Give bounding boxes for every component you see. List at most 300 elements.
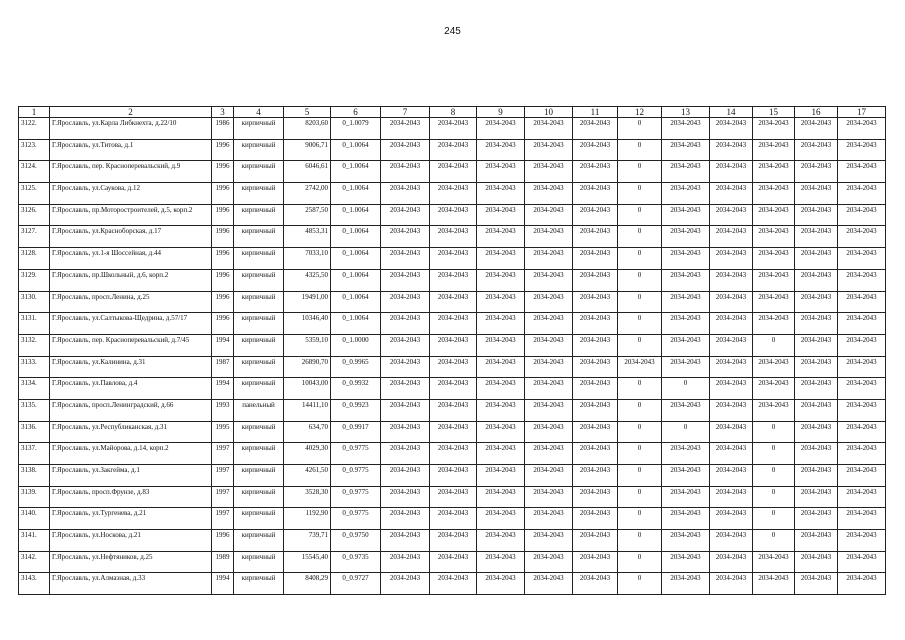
cell-period-col-13: 2034-2043	[662, 204, 710, 226]
cell-period-col-7: 2034-2043	[381, 248, 430, 270]
cell-period-col-15: 0	[753, 486, 795, 508]
cell-coefficient: 0_0.9727	[331, 573, 381, 595]
cell-period-col-15: 2034-2043	[753, 161, 795, 183]
cell-area: 9006,71	[284, 139, 331, 161]
cell-period-col-9: 2034-2043	[477, 551, 525, 573]
cell-area: 4325,50	[284, 269, 331, 291]
cell-period-col-15: 2034-2043	[753, 204, 795, 226]
cell-period-col-13: 2034-2043	[662, 291, 710, 313]
cell-area: 2587,50	[284, 204, 331, 226]
cell-period-col-14: 2034-2043	[710, 486, 753, 508]
cell-period-col-17: 2034-2043	[838, 313, 886, 335]
cell-period-col-14: 2034-2043	[710, 161, 753, 183]
cell-period-col-13: 2034-2043	[662, 118, 710, 140]
cell-period-col-17: 2034-2043	[838, 226, 886, 248]
cell-wall-material: кирпичный	[234, 334, 284, 356]
cell-period-col-7: 2034-2043	[381, 161, 430, 183]
table-row	[19, 118, 886, 140]
cell-year-built: 1997	[212, 465, 234, 487]
cell-period-col-11: 2034-2043	[573, 378, 618, 400]
cell-area: 5359,10	[284, 334, 331, 356]
cell-period-col-10: 2034-2043	[525, 313, 573, 335]
cell-period-col-12: 0	[618, 421, 662, 443]
cell-area: 19491,00	[284, 291, 331, 313]
cell-period-col-15: 2034-2043	[753, 118, 795, 140]
table-row	[19, 486, 886, 508]
cell-year-built: 1996	[212, 530, 234, 552]
cell-period-col-17: 2034-2043	[838, 183, 886, 205]
cell-period-col-8: 2034-2043	[430, 118, 477, 140]
cell-address: Г.Ярославль, ул.Носкова, д.21	[50, 530, 212, 552]
cell-period-col-13: 2034-2043	[662, 313, 710, 335]
cell-period-col-11: 2034-2043	[573, 183, 618, 205]
cell-period-col-10: 2034-2043	[525, 183, 573, 205]
cell-period-col-13: 2034-2043	[662, 508, 710, 530]
cell-period-col-9: 2034-2043	[477, 183, 525, 205]
cell-area: 3528,30	[284, 486, 331, 508]
cell-row-number: 3136.	[19, 421, 50, 443]
cell-period-col-10: 2034-2043	[525, 551, 573, 573]
cell-period-col-15: 2034-2043	[753, 269, 795, 291]
cell-period-col-7: 2034-2043	[381, 399, 430, 421]
cell-period-col-16: 2034-2043	[795, 183, 838, 205]
cell-period-col-8: 2034-2043	[430, 399, 477, 421]
cell-period-col-11: 2034-2043	[573, 313, 618, 335]
cell-period-col-10: 2034-2043	[525, 465, 573, 487]
cell-period-col-14: 2034-2043	[710, 139, 753, 161]
cell-period-col-7: 2034-2043	[381, 204, 430, 226]
cell-period-col-10: 2034-2043	[525, 269, 573, 291]
cell-period-col-10: 2034-2043	[525, 139, 573, 161]
cell-period-col-14: 2034-2043	[710, 573, 753, 595]
table-body	[19, 118, 886, 595]
housing-table	[18, 106, 886, 595]
cell-period-col-17: 2034-2043	[838, 356, 886, 378]
cell-period-col-7: 2034-2043	[381, 486, 430, 508]
cell-period-col-14: 2034-2043	[710, 443, 753, 465]
cell-coefficient: 0_0.9775	[331, 486, 381, 508]
cell-period-col-13: 2034-2043	[662, 356, 710, 378]
cell-period-col-12: 0	[618, 486, 662, 508]
table-row	[19, 269, 886, 291]
cell-coefficient: 0_1.0064	[331, 269, 381, 291]
cell-period-col-16: 2034-2043	[795, 248, 838, 270]
cell-period-col-9: 2034-2043	[477, 530, 525, 552]
cell-period-col-17: 2034-2043	[838, 573, 886, 595]
cell-period-col-9: 2034-2043	[477, 248, 525, 270]
cell-period-col-16: 2034-2043	[795, 118, 838, 140]
cell-period-col-11: 2034-2043	[573, 291, 618, 313]
cell-period-col-8: 2034-2043	[430, 378, 477, 400]
cell-area: 4853,31	[284, 226, 331, 248]
cell-period-col-9: 2034-2043	[477, 118, 525, 140]
cell-year-built: 1995	[212, 421, 234, 443]
cell-year-built: 1996	[212, 313, 234, 335]
cell-year-built: 1997	[212, 443, 234, 465]
cell-period-col-8: 2034-2043	[430, 508, 477, 530]
cell-period-col-16: 2034-2043	[795, 486, 838, 508]
table-row	[19, 204, 886, 226]
table-row	[19, 443, 886, 465]
cell-period-col-17: 2034-2043	[838, 204, 886, 226]
cell-wall-material: кирпичный	[234, 465, 284, 487]
cell-row-number: 3133.	[19, 356, 50, 378]
cell-period-col-16: 2034-2043	[795, 551, 838, 573]
cell-year-built: 1996	[212, 204, 234, 226]
cell-coefficient: 0_0.9750	[331, 530, 381, 552]
cell-year-built: 1996	[212, 291, 234, 313]
cell-year-built: 1986	[212, 118, 234, 140]
cell-period-col-8: 2034-2043	[430, 226, 477, 248]
cell-row-number: 3135.	[19, 399, 50, 421]
cell-coefficient: 0_1.0064	[331, 139, 381, 161]
cell-period-col-11: 2034-2043	[573, 573, 618, 595]
column-header-15: 15	[753, 107, 795, 118]
cell-period-col-13: 2034-2043	[662, 269, 710, 291]
table-row	[19, 139, 886, 161]
cell-coefficient: 0_1.0064	[331, 313, 381, 335]
cell-period-col-12: 0	[618, 248, 662, 270]
cell-period-col-9: 2034-2043	[477, 334, 525, 356]
cell-period-col-7: 2034-2043	[381, 573, 430, 595]
cell-period-col-8: 2034-2043	[430, 334, 477, 356]
cell-period-col-11: 2034-2043	[573, 248, 618, 270]
cell-wall-material: кирпичный	[234, 551, 284, 573]
cell-wall-material: кирпичный	[234, 269, 284, 291]
cell-period-col-9: 2034-2043	[477, 313, 525, 335]
cell-period-col-15: 0	[753, 421, 795, 443]
cell-year-built: 1994	[212, 573, 234, 595]
cell-period-col-13: 0	[662, 378, 710, 400]
cell-period-col-17: 2034-2043	[838, 530, 886, 552]
column-header-1: 1	[19, 107, 50, 118]
cell-period-col-11: 2034-2043	[573, 226, 618, 248]
cell-wall-material: кирпичный	[234, 378, 284, 400]
cell-address: Г.Ярославль, пр.Школьный, д.6, корп.2	[50, 269, 212, 291]
cell-coefficient: 0_1.0064	[331, 291, 381, 313]
cell-year-built: 1996	[212, 183, 234, 205]
page-number: 245	[444, 26, 461, 37]
cell-period-col-17: 2034-2043	[838, 465, 886, 487]
cell-year-built: 1997	[212, 486, 234, 508]
cell-period-col-15: 0	[753, 334, 795, 356]
cell-period-col-14: 2034-2043	[710, 248, 753, 270]
cell-row-number: 3124.	[19, 161, 50, 183]
cell-area: 10346,40	[284, 313, 331, 335]
cell-period-col-14: 2034-2043	[710, 508, 753, 530]
table-row	[19, 508, 886, 530]
column-header-2: 2	[50, 107, 212, 118]
cell-period-col-7: 2034-2043	[381, 334, 430, 356]
cell-area: 2742,00	[284, 183, 331, 205]
cell-period-col-8: 2034-2043	[430, 421, 477, 443]
cell-period-col-13: 2034-2043	[662, 486, 710, 508]
cell-period-col-9: 2034-2043	[477, 421, 525, 443]
column-header-3: 3	[212, 107, 234, 118]
cell-period-col-8: 2034-2043	[430, 248, 477, 270]
cell-period-col-8: 2034-2043	[430, 269, 477, 291]
cell-area: 7033,10	[284, 248, 331, 270]
cell-period-col-11: 2034-2043	[573, 356, 618, 378]
cell-period-col-12: 0	[618, 551, 662, 573]
cell-period-col-17: 2034-2043	[838, 334, 886, 356]
table-row	[19, 183, 886, 205]
cell-area: 8408,29	[284, 573, 331, 595]
cell-period-col-10: 2034-2043	[525, 226, 573, 248]
cell-period-col-12: 0	[618, 334, 662, 356]
cell-period-col-7: 2034-2043	[381, 313, 430, 335]
cell-period-col-14: 2034-2043	[710, 313, 753, 335]
cell-period-col-12: 0	[618, 573, 662, 595]
cell-period-col-16: 2034-2043	[795, 573, 838, 595]
cell-period-col-7: 2034-2043	[381, 356, 430, 378]
column-header-12: 12	[618, 107, 662, 118]
cell-period-col-11: 2034-2043	[573, 421, 618, 443]
cell-period-col-11: 2034-2043	[573, 486, 618, 508]
cell-period-col-8: 2034-2043	[430, 443, 477, 465]
cell-period-col-17: 2034-2043	[838, 508, 886, 530]
cell-period-col-14: 2034-2043	[710, 118, 753, 140]
cell-period-col-9: 2034-2043	[477, 573, 525, 595]
table-row	[19, 530, 886, 552]
cell-period-col-10: 2034-2043	[525, 378, 573, 400]
cell-area: 739,71	[284, 530, 331, 552]
cell-period-col-12: 0	[618, 139, 662, 161]
cell-row-number: 3130.	[19, 291, 50, 313]
cell-period-col-9: 2034-2043	[477, 378, 525, 400]
cell-address: Г.Ярославль, ул.Республиканская, д.31	[50, 421, 212, 443]
cell-area: 8203,60	[284, 118, 331, 140]
table-row	[19, 573, 886, 595]
cell-period-col-15: 2034-2043	[753, 356, 795, 378]
cell-period-col-16: 2034-2043	[795, 204, 838, 226]
cell-period-col-17: 2034-2043	[838, 486, 886, 508]
cell-row-number: 3143.	[19, 573, 50, 595]
table-row	[19, 334, 886, 356]
cell-period-col-14: 2034-2043	[710, 183, 753, 205]
cell-period-col-7: 2034-2043	[381, 443, 430, 465]
cell-period-col-7: 2034-2043	[381, 530, 430, 552]
cell-period-col-8: 2034-2043	[430, 291, 477, 313]
cell-period-col-16: 2034-2043	[795, 465, 838, 487]
cell-coefficient: 0_1.0079	[331, 118, 381, 140]
cell-period-col-16: 2034-2043	[795, 356, 838, 378]
cell-wall-material: кирпичный	[234, 421, 284, 443]
cell-period-col-9: 2034-2043	[477, 291, 525, 313]
cell-period-col-10: 2034-2043	[525, 118, 573, 140]
cell-period-col-9: 2034-2043	[477, 465, 525, 487]
cell-address: Г.Ярославль, ул.Салтыкова-Щедрина, д.57/17	[50, 313, 212, 335]
cell-row-number: 3123.	[19, 139, 50, 161]
cell-year-built: 1994	[212, 334, 234, 356]
cell-period-col-10: 2034-2043	[525, 508, 573, 530]
cell-coefficient: 0_1.0000	[331, 334, 381, 356]
cell-year-built: 1987	[212, 356, 234, 378]
cell-period-col-17: 2034-2043	[838, 378, 886, 400]
cell-period-col-17: 2034-2043	[838, 269, 886, 291]
cell-period-col-8: 2034-2043	[430, 204, 477, 226]
cell-period-col-10: 2034-2043	[525, 573, 573, 595]
cell-period-col-13: 2034-2043	[662, 399, 710, 421]
table-row	[19, 465, 886, 487]
column-header-10: 10	[525, 107, 573, 118]
table-row	[19, 356, 886, 378]
cell-year-built: 1989	[212, 551, 234, 573]
cell-row-number: 3140.	[19, 508, 50, 530]
cell-period-col-16: 2034-2043	[795, 443, 838, 465]
table-row	[19, 399, 886, 421]
cell-wall-material: кирпичный	[234, 226, 284, 248]
cell-wall-material: кирпичный	[234, 530, 284, 552]
cell-address: Г.Ярославль, ул.Алмазная, д.33	[50, 573, 212, 595]
cell-address: Г.Ярославль, ул.Красноборская, д.17	[50, 226, 212, 248]
cell-period-col-15: 0	[753, 443, 795, 465]
cell-period-col-12: 0	[618, 226, 662, 248]
cell-period-col-15: 2034-2043	[753, 573, 795, 595]
cell-period-col-15: 2034-2043	[753, 291, 795, 313]
cell-period-col-12: 0	[618, 443, 662, 465]
cell-period-col-8: 2034-2043	[430, 486, 477, 508]
cell-period-col-13: 2034-2043	[662, 443, 710, 465]
table-row	[19, 248, 886, 270]
cell-period-col-11: 2034-2043	[573, 399, 618, 421]
cell-period-col-7: 2034-2043	[381, 139, 430, 161]
cell-coefficient: 0_0.9917	[331, 421, 381, 443]
cell-address: Г.Ярославль, просп.Ленина, д.25	[50, 291, 212, 313]
cell-period-col-16: 2034-2043	[795, 291, 838, 313]
cell-year-built: 1996	[212, 226, 234, 248]
cell-row-number: 3131.	[19, 313, 50, 335]
cell-period-col-12: 2034-2043	[618, 356, 662, 378]
cell-address: Г.Ярославль, пр.Моторостроителей, д.5, корп.2	[50, 204, 212, 226]
cell-area: 4029,30	[284, 443, 331, 465]
cell-period-col-7: 2034-2043	[381, 551, 430, 573]
cell-period-col-15: 0	[753, 465, 795, 487]
cell-area: 634,70	[284, 421, 331, 443]
cell-period-col-13: 2034-2043	[662, 573, 710, 595]
cell-coefficient: 0_0.9932	[331, 378, 381, 400]
cell-area: 15545,40	[284, 551, 331, 573]
cell-period-col-10: 2034-2043	[525, 204, 573, 226]
cell-period-col-17: 2034-2043	[838, 139, 886, 161]
cell-row-number: 3137.	[19, 443, 50, 465]
cell-period-col-16: 2034-2043	[795, 421, 838, 443]
cell-period-col-15: 0	[753, 508, 795, 530]
cell-period-col-12: 0	[618, 291, 662, 313]
cell-year-built: 1996	[212, 139, 234, 161]
cell-period-col-10: 2034-2043	[525, 443, 573, 465]
cell-period-col-17: 2034-2043	[838, 248, 886, 270]
cell-period-col-13: 2034-2043	[662, 248, 710, 270]
cell-address: Г.Ярославль, ул.Нефтяников, д.25	[50, 551, 212, 573]
cell-period-col-10: 2034-2043	[525, 356, 573, 378]
cell-period-col-10: 2034-2043	[525, 399, 573, 421]
cell-period-col-10: 2034-2043	[525, 486, 573, 508]
cell-address: Г.Ярославль, пер. Красноперевальский, д.9	[50, 161, 212, 183]
cell-period-col-16: 2034-2043	[795, 378, 838, 400]
cell-period-col-13: 2034-2043	[662, 551, 710, 573]
cell-period-col-17: 2034-2043	[838, 443, 886, 465]
column-header-17: 17	[838, 107, 886, 118]
cell-period-col-15: 2034-2043	[753, 399, 795, 421]
cell-period-col-15: 0	[753, 530, 795, 552]
cell-period-col-12: 0	[618, 161, 662, 183]
cell-wall-material: кирпичный	[234, 313, 284, 335]
cell-wall-material: кирпичный	[234, 356, 284, 378]
column-header-5: 5	[284, 107, 331, 118]
cell-period-col-17: 2034-2043	[838, 551, 886, 573]
cell-period-col-14: 2034-2043	[710, 334, 753, 356]
cell-row-number: 3125.	[19, 183, 50, 205]
cell-coefficient: 0_1.0064	[331, 183, 381, 205]
cell-period-col-10: 2034-2043	[525, 161, 573, 183]
cell-year-built: 1994	[212, 378, 234, 400]
cell-area: 14411,10	[284, 399, 331, 421]
cell-period-col-10: 2034-2043	[525, 291, 573, 313]
cell-wall-material: кирпичный	[234, 443, 284, 465]
cell-period-col-14: 2034-2043	[710, 226, 753, 248]
cell-period-col-7: 2034-2043	[381, 378, 430, 400]
cell-period-col-13: 2034-2043	[662, 161, 710, 183]
cell-period-col-11: 2034-2043	[573, 443, 618, 465]
cell-coefficient: 0_0.9735	[331, 551, 381, 573]
cell-coefficient: 0_0.9775	[331, 465, 381, 487]
column-header-13: 13	[662, 107, 710, 118]
cell-row-number: 3127.	[19, 226, 50, 248]
cell-row-number: 3142.	[19, 551, 50, 573]
cell-area: 1192,90	[284, 508, 331, 530]
cell-wall-material: кирпичный	[234, 118, 284, 140]
cell-period-col-11: 2034-2043	[573, 118, 618, 140]
cell-row-number: 3129.	[19, 269, 50, 291]
cell-period-col-8: 2034-2043	[430, 139, 477, 161]
cell-address: Г.Ярославль, пер. Красноперевальский, д.7/45	[50, 334, 212, 356]
cell-period-col-11: 2034-2043	[573, 530, 618, 552]
cell-period-col-7: 2034-2043	[381, 421, 430, 443]
cell-period-col-12: 0	[618, 378, 662, 400]
cell-address: Г.Ярославль, ул.Титова, д.1	[50, 139, 212, 161]
table-row	[19, 421, 886, 443]
cell-row-number: 3134.	[19, 378, 50, 400]
cell-period-col-14: 2034-2043	[710, 530, 753, 552]
cell-period-col-8: 2034-2043	[430, 183, 477, 205]
cell-address: Г.Ярославль, ул.Саукова, д.12	[50, 183, 212, 205]
cell-wall-material: кирпичный	[234, 291, 284, 313]
cell-period-col-15: 2034-2043	[753, 139, 795, 161]
cell-coefficient: 0_0.9775	[331, 508, 381, 530]
cell-wall-material: кирпичный	[234, 248, 284, 270]
cell-period-col-16: 2034-2043	[795, 399, 838, 421]
cell-period-col-12: 0	[618, 269, 662, 291]
table-row	[19, 551, 886, 573]
cell-period-col-11: 2034-2043	[573, 204, 618, 226]
cell-period-col-14: 2034-2043	[710, 465, 753, 487]
column-header-8: 8	[430, 107, 477, 118]
cell-period-col-14: 2034-2043	[710, 378, 753, 400]
cell-period-col-9: 2034-2043	[477, 226, 525, 248]
cell-period-col-16: 2034-2043	[795, 313, 838, 335]
cell-period-col-14: 2034-2043	[710, 399, 753, 421]
cell-period-col-12: 0	[618, 313, 662, 335]
cell-wall-material: кирпичный	[234, 183, 284, 205]
cell-wall-material: кирпичный	[234, 573, 284, 595]
cell-period-col-7: 2034-2043	[381, 269, 430, 291]
cell-period-col-17: 2034-2043	[838, 421, 886, 443]
cell-area: 6046,61	[284, 161, 331, 183]
cell-row-number: 3122.	[19, 118, 50, 140]
cell-period-col-15: 2034-2043	[753, 551, 795, 573]
cell-period-col-12: 0	[618, 508, 662, 530]
